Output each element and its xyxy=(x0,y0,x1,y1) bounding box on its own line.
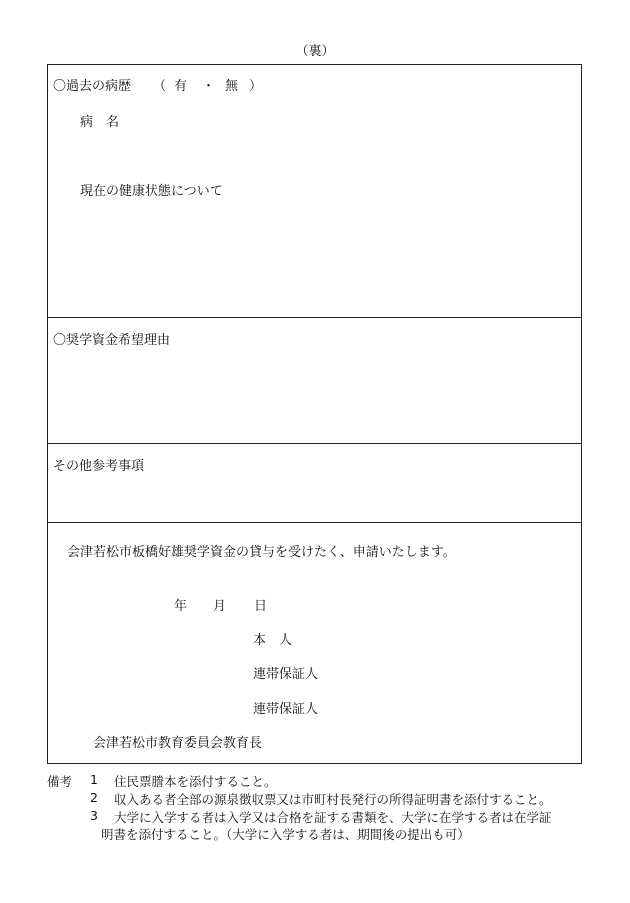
application-statement: 会津若松市板橋好雄奨学資金の貸与を受けたく、申請いたします。 xyxy=(67,545,456,560)
divider-line xyxy=(48,443,581,444)
remark-text: 大学に入学する者は入学又は合格を証する書類を、大学に在学する者は在学証 xyxy=(114,810,552,825)
addressee: 会津若松市教育委員会教育長 xyxy=(93,736,263,751)
divider-line xyxy=(48,522,581,523)
health-status-label: 現在の健康状態について xyxy=(80,184,223,199)
applicant-label: 本 人 xyxy=(253,633,293,648)
choice-no[interactable]: 無 xyxy=(225,79,239,94)
disease-name-label: 病 名 xyxy=(80,115,120,130)
date-month-label: 月 xyxy=(213,599,227,614)
remark-text: 住民票謄本を添付すること。 xyxy=(114,774,277,789)
date-year-label: 年 xyxy=(174,599,188,614)
divider-line xyxy=(48,317,581,318)
medical-history-heading: 〇過去の病歴 xyxy=(53,79,132,94)
choice-open-paren: （ xyxy=(153,79,167,94)
other-notes-heading: その他参考事項 xyxy=(53,459,145,474)
remark-text-continuation: 明書を添付すること。（大学に入学する者は、期間後の提出も可） xyxy=(101,827,470,842)
choice-close-paren: ） xyxy=(249,79,263,94)
remarks-label: 備考 xyxy=(47,774,73,789)
choice-yes[interactable]: 有 xyxy=(174,79,188,94)
date-day-label: 日 xyxy=(254,599,268,614)
scholarship-reason-heading: 〇奨学資金希望理由 xyxy=(53,333,171,348)
page-title: （裏） xyxy=(295,44,335,59)
guarantor-1-label: 連帯保証人 xyxy=(253,667,319,682)
guarantor-2-label: 連帯保証人 xyxy=(253,702,319,717)
application-form-box xyxy=(47,64,582,764)
choice-separator: ・ xyxy=(202,79,216,94)
remark-number: 1 xyxy=(90,772,98,787)
remark-text: 収入ある者全部の源泉徴収票又は市町村長発行の所得証明書を添付すること。 xyxy=(114,792,552,807)
remark-number: 3 xyxy=(90,808,98,823)
remark-number: 2 xyxy=(90,790,98,805)
